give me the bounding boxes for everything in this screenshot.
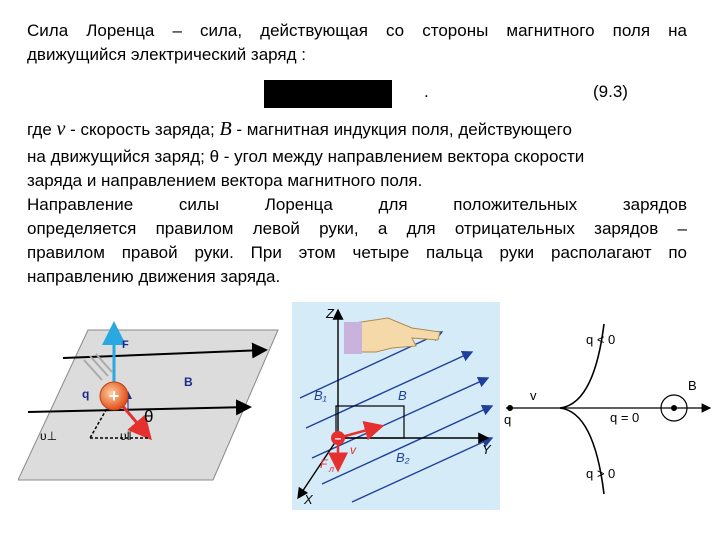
where-line [27, 118, 572, 141]
where-prefix: где [27, 120, 57, 139]
direction-line-3: правилом правой руки. При этом четыре пальца руки располагают по [27, 243, 687, 262]
minus-sign: – [334, 431, 342, 445]
charge-dot [507, 405, 513, 411]
label-b1: B₁ [314, 388, 327, 403]
trajectory-figure [500, 318, 715, 498]
label-x: X [304, 492, 313, 507]
label-q: q [82, 387, 90, 401]
definition-line-2: движущийся электрический заряд : [27, 45, 307, 64]
label-f-sub: л [329, 464, 335, 474]
formula-image [264, 80, 392, 108]
label-b2: B₂ [396, 450, 410, 465]
plane [18, 330, 278, 480]
v-symbol: v [56, 118, 66, 140]
label-q-zero: q = 0 [610, 410, 640, 425]
lorentz-plane-figure [18, 310, 288, 490]
label-q-positive: q > 0 [586, 466, 616, 481]
label-z: Z [326, 306, 334, 321]
label-b: B [398, 388, 407, 403]
label-v: v [350, 443, 356, 457]
theta-line-2: заряда и направлением вектора магнитного поля. [27, 171, 423, 190]
label-b: B [688, 378, 697, 393]
label-v-par: υ‖ [120, 429, 132, 443]
left-hand-rule-figure [292, 302, 500, 510]
label-b: B [184, 375, 193, 389]
label-f: F [320, 457, 328, 471]
where-v-desc: - скорость заряда; [65, 120, 220, 139]
sleeve-icon [344, 322, 362, 354]
b-field-dot [671, 405, 677, 411]
equation-number: (9.3) [593, 82, 628, 101]
b-symbol: B [219, 118, 232, 140]
theta-line: на движущийся заряд; θ - угол между направлением вектора скорости [27, 147, 585, 166]
direction-line-2: определяется правилом левой руки, а для отрицательных зарядов – [27, 219, 687, 238]
direction-line-1: Направление силы Лоренца для положительных зарядов [27, 195, 687, 214]
direction-line-4: направлению движения заряда. [27, 267, 281, 286]
definition-line-1: Сила Лоренца – сила, действующая со стороны магнитного поля на [27, 21, 687, 40]
label-v: v [530, 388, 537, 403]
equation-dot: . [424, 82, 429, 101]
where-b-desc: - магнитная индукция поля, действующего [231, 120, 572, 139]
label-theta: θ [144, 407, 154, 426]
plus-sign: + [108, 386, 120, 406]
label-y: Y [482, 442, 491, 457]
label-q-negative: q < 0 [586, 332, 616, 347]
curve-positive [560, 408, 604, 494]
label-q: q [504, 412, 512, 427]
label-v-perp: υ⊥ [40, 429, 58, 443]
label-f: F [122, 339, 129, 351]
